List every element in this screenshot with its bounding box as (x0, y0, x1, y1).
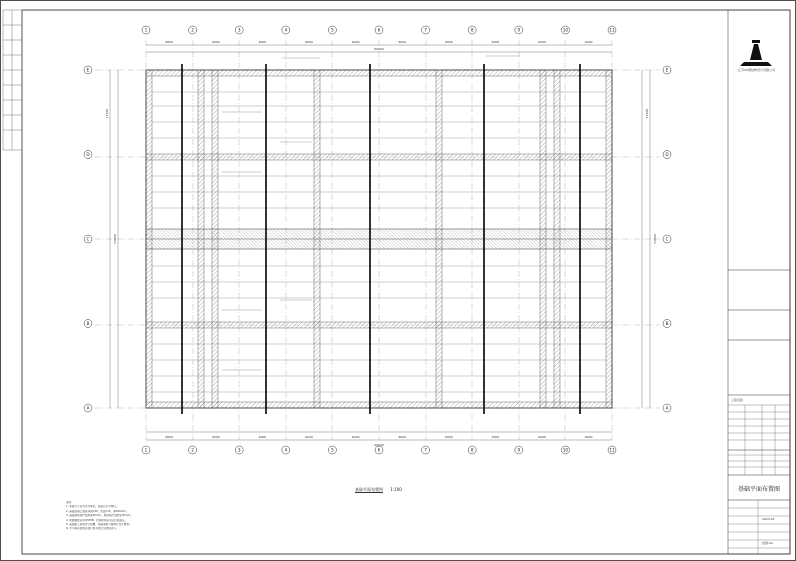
dimension-bay-top: 6000 (305, 40, 313, 44)
grid-row-right-label: B (665, 321, 669, 327)
dimension-total-right: 53800 (653, 234, 657, 244)
dimension-bay-top: 6000 (398, 40, 407, 44)
grid-row-right-label: C (665, 236, 669, 242)
note-item: 2. 基础混凝土强度等级C30，垫层C15，厚100mm。 (66, 509, 129, 513)
dimension-bay-bottom: 6000 (584, 435, 593, 439)
grid-col-top-label: 1 (144, 27, 148, 33)
note-item: 4. 地脚锚栓采用Q345B，预埋时须采用定位板固定。 (66, 518, 128, 522)
title-block-drawing-name: 基础平面布置图 (738, 486, 781, 493)
dimension-bay-bottom: 6000 (491, 435, 500, 439)
grid-row-left-label: E (86, 67, 90, 73)
dimension-total-bottom: 60000 (374, 443, 384, 447)
drawing-date: 2023.03 (762, 517, 775, 521)
grid-col-bottom-label: 4 (284, 447, 288, 453)
grid-col-top-label: 9 (517, 27, 521, 33)
general-notes (66, 501, 316, 532)
dimension-bay-top: 6000 (584, 40, 593, 44)
dimension-span-left: 17400 (105, 108, 109, 119)
dimension-bay-top: 6000 (212, 40, 220, 44)
grid-col-top-label: 7 (424, 27, 427, 33)
grid-col-bottom-label: 3 (237, 447, 241, 453)
dimension-bay-top: 6000 (351, 40, 360, 44)
grid-col-bottom-label: 6 (377, 447, 381, 453)
project-label: 工程名称 (731, 398, 744, 402)
dimension-bay-bottom: 6000 (398, 435, 407, 439)
dimension-bay-top: 6000 (491, 40, 500, 44)
grid-col-bottom-label: 2 (191, 447, 194, 453)
dimension-bay-top: 6000 (538, 40, 546, 44)
grid-col-bottom-label: 8 (470, 447, 474, 453)
grid-col-top-label: 3 (237, 27, 241, 33)
grid-row-right-label: A (665, 405, 669, 411)
grid-col-top-label: 2 (191, 27, 194, 33)
dimension-bay-bottom: 6000 (351, 435, 360, 439)
grid-col-bottom-label: 5 (331, 447, 334, 453)
note-item: 5. 基础施工前须进行验槽，地基承载力须满足设计要求。 (66, 523, 132, 527)
dimension-span-right: 17400 (645, 108, 649, 119)
grid-row-left-label: C (86, 236, 90, 242)
dimension-total-left: 53800 (113, 234, 117, 244)
grid-row-left-label: A (86, 405, 90, 411)
company-name: 江苏XX钢结构设计有限公司 (738, 68, 776, 72)
dimension-total-top: 60000 (374, 47, 384, 51)
grid-col-bottom-label: 10 (562, 447, 569, 453)
grid-col-top-label: 8 (470, 27, 474, 33)
drawing-scale: 1:100 (390, 487, 402, 492)
note-item: 6. 未尽事宜按国家现行相关规范及图集执行。 (66, 527, 119, 531)
dimension-bay-bottom: 6000 (305, 435, 313, 439)
dimension-bay-top: 6000 (445, 40, 453, 44)
note-item: 1. 本图尺寸以毫米为单位，标高以米为单位。 (66, 505, 119, 509)
grid-col-bottom-label: 11 (609, 447, 615, 453)
notes-heading: 说明： (66, 501, 74, 504)
grid-col-top-label: 10 (562, 27, 569, 33)
grid-col-bottom-label: 9 (517, 447, 521, 453)
dimension-bay-top: 6000 (165, 40, 174, 44)
grid-row-right-label: D (665, 152, 669, 158)
grid-col-top-label: 11 (609, 27, 615, 33)
dimension-bay-bottom: 6000 (538, 435, 546, 439)
dimension-bay-bottom: 6000 (165, 435, 174, 439)
note-item: 3. 基础钢筋保护层厚度40mm，地梁保护层厚度30mm。 (66, 514, 133, 518)
drawing-title: 基础平面布置图 (355, 487, 383, 492)
grid-col-bottom-label: 1 (144, 447, 148, 453)
sheet-number: 结施-02 (762, 541, 773, 545)
grid-col-top-label: 5 (331, 27, 334, 33)
grid-row-left-label: B (86, 321, 90, 327)
dimension-bay-bottom: 6000 (258, 435, 267, 439)
grid-col-top-label: 6 (377, 27, 381, 33)
grid-row-right-label: E (665, 67, 669, 73)
dimension-bay-top: 6000 (258, 40, 267, 44)
drawing-caption (355, 487, 402, 493)
grid-col-top-label: 4 (284, 27, 288, 33)
grid-col-bottom-label: 7 (424, 447, 427, 453)
grid-row-left-label: D (86, 152, 90, 158)
dimension-bay-bottom: 6000 (445, 435, 453, 439)
dimension-bay-bottom: 6000 (212, 435, 220, 439)
